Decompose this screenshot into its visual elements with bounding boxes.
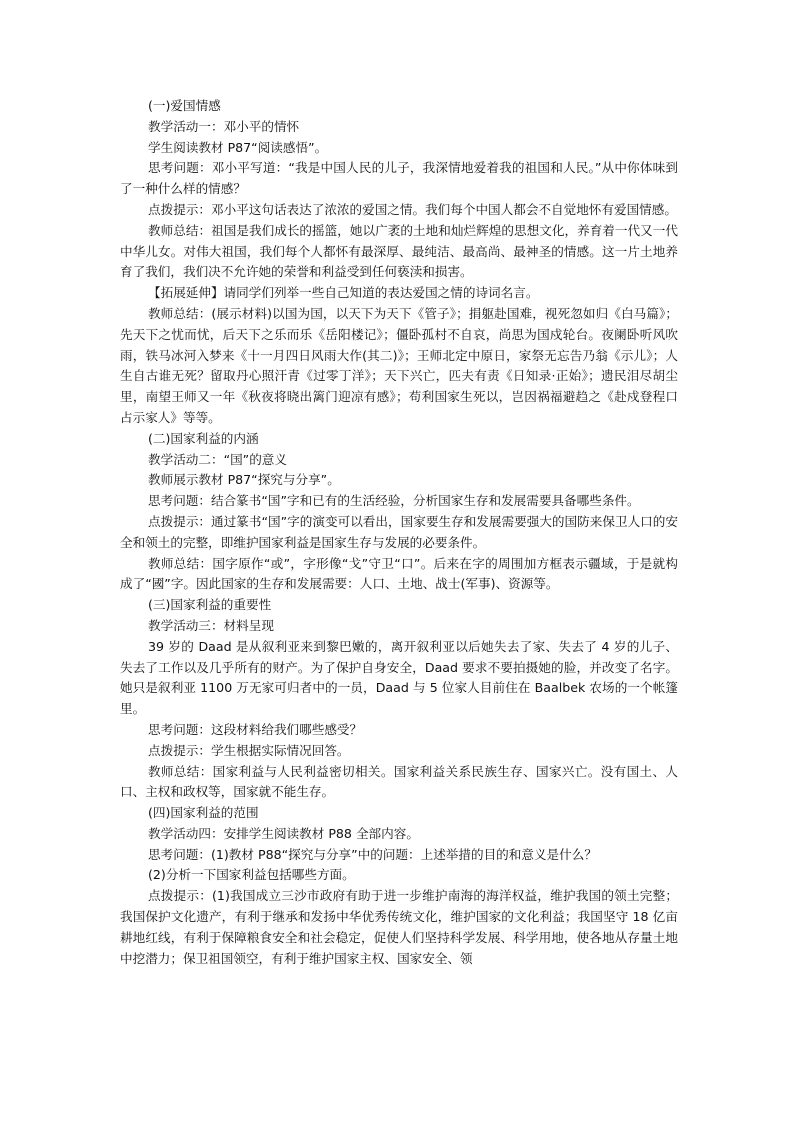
paragraph: 思考问题：这段材料给我们哪些感受？ [148,721,363,737]
paragraph: 教师总结：国字原作“或”，字形像“戈”守卫“口”。后来在字的周围加方框表示疆域，于是就构成了“國”字。因此国家的生存和发展需要：人口、土地、战士(军事)、资源等。 [120,555,678,592]
paragraph: 教师总结：国家利益与人民利益密切相关。国家利益关系民族生存、国家兴亡。没有国土、人口、主权和政权等，国家就不能生存。 [120,763,678,800]
paragraph: 教师展示教材 P87“探究与分享”。 [148,472,340,488]
activity-two-title: 教学活动二：“国”的意义 [148,451,287,467]
paragraph: (2)分析一下国家利益包括哪些方面。 [148,867,355,883]
paragraph: 点拨提示：通过篆书“国”字的演变可以看出，国家要生存和发展需要强大的国防来保卫人口的安全和领土的完整，即维护国家利益是国家生存与发展的必要条件。 [120,513,678,550]
paragraph: 教师总结：(展示材料)以国为国，以天下为天下《管子》；捐躯赴国难，视死忽如归《白马篇》；先天下之忧而忧，后天下之乐而乐《岳阳楼记》；僵卧孤村不自哀，尚思为国戍轮台。夜阑卧听风吹雨，铁马冰河入梦来《十一月四日风雨大作(其二)》；王师北定中原日，家祭无忘告乃翁《示儿》；人生自古谁无死？留取丹心照汗青《过零丁洋》；天下兴亡，匹夫有责《日知录·正始》；遗民泪尽胡尘里，南望王师又一年《秋夜将晓出篱门迎凉有感》；苟利国家生死以，岂因祸福避趋之《赴戍登程口占示家人》等等。 [120,305,678,425]
activity-one-title: 教学活动一：邓小平的情怀 [148,118,300,134]
paragraph: 思考问题：(1)教材 P88“探究与分享”中的问题：上述举措的目的和意义是什么？ [148,846,597,862]
paragraph: 点拨提示：(1)我国成立三沙市政府有助于进一步维护南海的海洋权益，维护我国的领土完整；我国保护文化遗产，有利于继承和发扬中华优秀传统文化，维护国家的文化利益；我国坚守 18 亿亩耕地红线，有利于保障粮食安全和社会稳定，促使人们坚持科学发展、科学用地，使各地从存量土地中挖潜力；保卫祖国领空，有利于维护国家主权、国家安全、领 [120,888,678,966]
activity-four-title: 教学活动四：安排学生阅读教材 P88 全部内容。 [148,825,419,841]
section-heading-national-interest: (二)国家利益的内涵 [148,430,259,446]
section-heading-patriotism: (一)爱国情感 [148,98,221,113]
paragraph: 学生阅读教材 P87“阅读感悟”。 [148,139,328,155]
paragraph: 思考问题：结合篆书“国”字和已有的生活经验，分析国家生存和发展需要具备哪些条件。 [148,493,640,509]
document-page [120,96,678,969]
section-heading-importance: (三)国家利益的重要性 [148,597,272,613]
paragraph: 39 岁的 Daad 是从叙利亚来到黎巴嫩的，离开叙利亚以后她失去了家、失去了 4 岁的儿子、失去了工作以及几乎所有的财产。为了保护自身安全，Daad 要求不要拍摄她的脸，并改变了名字。她只是叙利亚 1100 万无家可归者中的一员，Daad 与 5 位家人目前住在 Baalbek 农场的一个帐篷里。 [120,638,678,717]
activity-three-title: 教学活动三：材料呈现 [148,617,274,633]
paragraph: 教师总结：祖国是我们成长的摇篮，她以广袤的土地和灿烂辉煌的思想文化，养育着一代又一代中华儿女。对伟大祖国，我们每个人都怀有最深厚、最纯洁、最高尚、最神圣的情感。这一片土地养育了我们，我们决不允许她的荣誉和利益受到任何亵渎和损害。 [120,222,678,280]
paragraph: 点拨提示：邓小平这句话表达了浓浓的爱国之情。我们每个中国人都会不自觉地怀有爱国情感。 [148,201,677,217]
paragraph: 点拨提示：学生根据实际情况回答。 [148,742,350,758]
paragraph: 【拓展延伸】请同学们列举一些自己知道的表达爱国之情的诗词名言。 [148,285,539,301]
section-heading-scope: (四)国家利益的范围 [148,805,259,821]
paragraph: 思考问题：邓小平写道：“我是中国人民的儿子，我深情地爱着我的祖国和人民。”从中你体味到了一种什么样的情感？ [120,160,678,197]
